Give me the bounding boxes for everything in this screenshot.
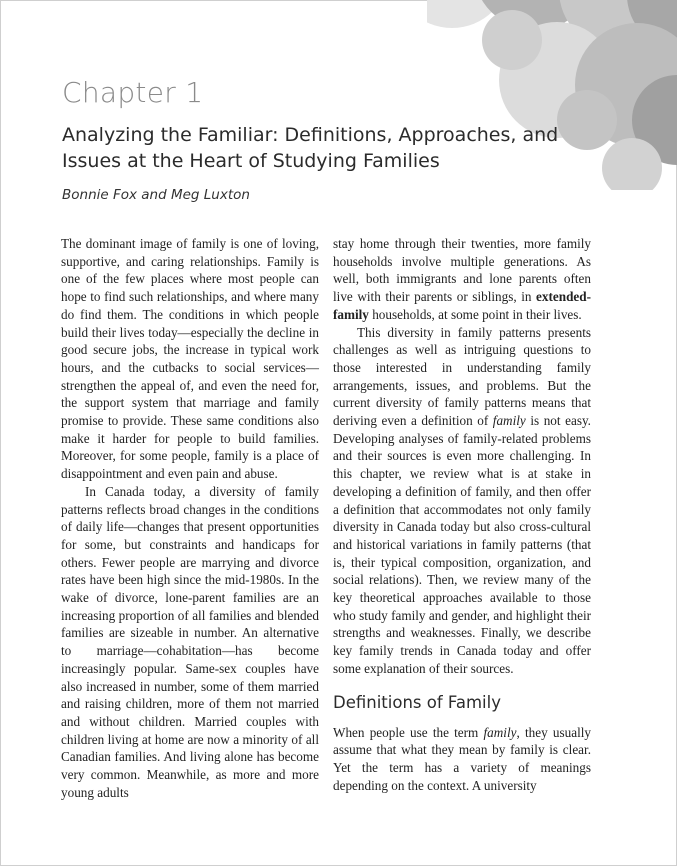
chapter-label: Chapter 1 bbox=[62, 76, 204, 109]
right-paragraph-3-a: When people use the term bbox=[333, 724, 484, 740]
term-extended-family: extended-family bbox=[333, 289, 591, 322]
right-column bbox=[333, 235, 591, 794]
right-paragraph-1-start: stay home through their twenties, more family households involve multiple generations. As well, both immigrants and lone parents often live with their parents or siblings, in bbox=[333, 236, 591, 305]
section-heading: Definitions of Family bbox=[333, 692, 501, 712]
chapter-title: Analyzing the Familiar: Definitions, Approaches, and Issues at the Heart of Studying Families bbox=[62, 124, 559, 172]
left-paragraph-1: The dominant image of family is one of loving, supportive, and caring relationships. Family is one of the few places where most people can hope to find such relationships, and where many do find them. The conditions in which people build their lives today—especially the decline in good secure jobs, the increase in typical work hours, and the cutbacks to social services—strengthen the appeal of, and even the need for, the support system that marriage and family promise to provide. These same conditions also make it harder for people to build families. Moreover, for some people, family is a place of disappointment and even pain and abuse. bbox=[61, 236, 319, 482]
left-column bbox=[61, 235, 319, 802]
right-paragraph-2-a: This diversity in family patterns presents challenges as well as intriguing questions to those interested in understanding family arrangements, issues, and problems. But the current diversity of family patterns means that deriving even a definition of bbox=[333, 324, 591, 429]
right-paragraph-1 bbox=[333, 235, 591, 324]
chapter-authors: Bonnie Fox and Meg Luxton bbox=[62, 187, 250, 203]
right-paragraph-2-b: is not easy. Developing analyses of family-related problems and their sources is even more challenging. In this chapter, we review what is at stake in developing a definition of family, and then offer a definition that accommodates not only family diversity in Canada today but also cross-cultural and historical variations in family patterns (that is, their typical composition, organization, and social relations). Then, we review many of the key theoretical approaches available to those who study family and gender, and highlight their strengths and weaknesses. Finally, we describe key family trends in Canada today and offer some explanation of their sources. bbox=[333, 413, 591, 676]
right-paragraph-3 bbox=[333, 724, 591, 795]
right-paragraph-2 bbox=[333, 324, 591, 678]
term-family-italic-2: family bbox=[483, 724, 517, 740]
right-paragraph-1-end: households, at some point in their lives. bbox=[368, 306, 582, 322]
term-family-italic: family bbox=[492, 413, 526, 429]
right-paragraph-3-b: , they usually assume that what they mean by family is clear. Yet the term has a variety of meanings depending on the context. A university bbox=[333, 724, 591, 793]
left-paragraph-2: In Canada today, a diversity of family patterns reflects broad changes in the conditions of daily life—changes that present opportunities for some, but constraints and handicaps for others. Fewer people are marrying and divorce rates have been high since the mid-1980s. In the wake of divorce, lone-parent families are an increasing proportion of all families and blended families are sizeable in number. An alternative to marriage—cohabitation—has become increasingly popular. Same-sex couples have also increased in number, some of them married and raising children, more of them not married and without children. Married couples with children living at home are now a minority of all Canadian families. And living alone has become very common. Meanwhile, as more and more young adults bbox=[61, 483, 319, 800]
